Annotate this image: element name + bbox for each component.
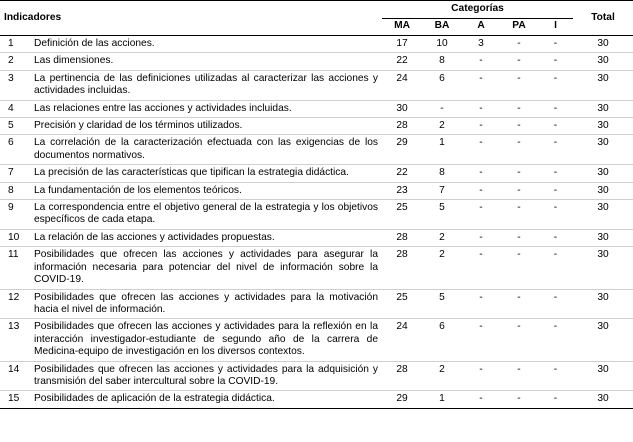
value-a: 3 <box>462 36 500 53</box>
value-pa: - <box>500 182 538 199</box>
table-row <box>0 100 633 117</box>
indicator-text: Precisión y claridad de los términos utilizados. <box>30 118 382 135</box>
value-ba: 5 <box>422 289 462 319</box>
column-header-a: A <box>462 19 500 36</box>
value-a: - <box>462 289 500 319</box>
value-a: - <box>462 361 500 391</box>
value-pa: - <box>500 53 538 70</box>
value-pa: - <box>500 165 538 182</box>
indicator-text: La pertinencia de las definiciones utilizadas al caracterizar las acciones y actividades incluidas. <box>30 70 382 100</box>
value-ba: 5 <box>422 200 462 230</box>
indicator-text: Posibilidades que ofrecen las acciones y actividades para la motivación hacia el nivel de información. <box>30 289 382 319</box>
column-header-ma: MA <box>382 19 422 36</box>
value-total: 30 <box>573 247 633 289</box>
row-number: 2 <box>0 53 30 70</box>
value-total: 30 <box>573 70 633 100</box>
total-header: Total <box>573 1 633 36</box>
value-pa: - <box>500 391 538 408</box>
row-number: 14 <box>0 361 30 391</box>
value-i: - <box>538 36 573 53</box>
value-total: 30 <box>573 361 633 391</box>
value-ma: 30 <box>382 100 422 117</box>
indicator-text: Posibilidades que ofrecen las acciones y actividades para la adquisición y transmisión del saber intercultural sobre la COVID-19. <box>30 361 382 391</box>
indicator-text: Posibilidades de aplicación de la estrategia didáctica. <box>30 391 382 408</box>
row-number: 3 <box>0 70 30 100</box>
value-ba: 8 <box>422 53 462 70</box>
value-ba: 1 <box>422 135 462 165</box>
value-a: - <box>462 247 500 289</box>
value-a: - <box>462 70 500 100</box>
value-a: - <box>462 118 500 135</box>
value-ma: 25 <box>382 289 422 319</box>
value-total: 30 <box>573 36 633 53</box>
value-ma: 25 <box>382 200 422 230</box>
row-number: 9 <box>0 200 30 230</box>
table-row <box>0 36 633 53</box>
row-number: 1 <box>0 36 30 53</box>
table-row <box>0 391 633 408</box>
value-ma: 28 <box>382 229 422 246</box>
table-row <box>0 182 633 199</box>
column-header-i: I <box>538 19 573 36</box>
value-ma: 29 <box>382 135 422 165</box>
table-row <box>0 135 633 165</box>
value-ba: 2 <box>422 361 462 391</box>
table-body <box>0 36 633 409</box>
value-ma: 28 <box>382 247 422 289</box>
indicator-text: Definición de las acciones. <box>30 36 382 53</box>
indicator-text: La correspondencia entre el objetivo general de la estrategia y los objetivos específicos de cada etapa. <box>30 200 382 230</box>
row-number: 11 <box>0 247 30 289</box>
value-total: 30 <box>573 182 633 199</box>
row-number: 6 <box>0 135 30 165</box>
value-a: - <box>462 100 500 117</box>
indicators-header: Indicadores <box>0 1 382 36</box>
value-pa: - <box>500 361 538 391</box>
table-row <box>0 289 633 319</box>
value-a: - <box>462 165 500 182</box>
value-i: - <box>538 247 573 289</box>
row-number: 13 <box>0 319 30 361</box>
table-row <box>0 319 633 361</box>
value-total: 30 <box>573 53 633 70</box>
value-i: - <box>538 182 573 199</box>
value-total: 30 <box>573 391 633 408</box>
value-ba: 8 <box>422 165 462 182</box>
table-row <box>0 361 633 391</box>
value-i: - <box>538 135 573 165</box>
value-total: 30 <box>573 165 633 182</box>
indicator-text: Posibilidades que ofrecen las acciones y actividades para asegurar la información necesaria para potenciar del nivel de información sobre la COVID-19. <box>30 247 382 289</box>
table-row <box>0 229 633 246</box>
value-ma: 22 <box>382 165 422 182</box>
value-pa: - <box>500 229 538 246</box>
row-number: 5 <box>0 118 30 135</box>
value-ba: 7 <box>422 182 462 199</box>
value-ma: 17 <box>382 36 422 53</box>
value-ba: 2 <box>422 229 462 246</box>
value-a: - <box>462 229 500 246</box>
value-pa: - <box>500 200 538 230</box>
value-ma: 22 <box>382 53 422 70</box>
table-row <box>0 200 633 230</box>
value-a: - <box>462 135 500 165</box>
value-a: - <box>462 200 500 230</box>
column-header-pa: PA <box>500 19 538 36</box>
value-pa: - <box>500 100 538 117</box>
value-i: - <box>538 53 573 70</box>
table-row <box>0 70 633 100</box>
column-header-ba: BA <box>422 19 462 36</box>
value-a: - <box>462 319 500 361</box>
value-ma: 28 <box>382 361 422 391</box>
table-row <box>0 247 633 289</box>
indicator-text: La precisión de las características que tipifican la estrategia didáctica. <box>30 165 382 182</box>
indicator-text: Las relaciones entre las acciones y actividades incluidas. <box>30 100 382 117</box>
value-ba: 2 <box>422 247 462 289</box>
value-i: - <box>538 165 573 182</box>
value-total: 30 <box>573 200 633 230</box>
indicator-text: La fundamentación de los elementos teóricos. <box>30 182 382 199</box>
table-row <box>0 53 633 70</box>
row-number: 10 <box>0 229 30 246</box>
value-ma: 24 <box>382 319 422 361</box>
value-i: - <box>538 361 573 391</box>
value-i: - <box>538 391 573 408</box>
value-pa: - <box>500 319 538 361</box>
value-pa: - <box>500 135 538 165</box>
value-ba: 6 <box>422 70 462 100</box>
value-total: 30 <box>573 229 633 246</box>
value-ba: 1 <box>422 391 462 408</box>
table-row <box>0 165 633 182</box>
row-number: 8 <box>0 182 30 199</box>
row-number: 12 <box>0 289 30 319</box>
value-pa: - <box>500 118 538 135</box>
value-i: - <box>538 70 573 100</box>
value-pa: - <box>500 70 538 100</box>
categories-header: Categorías <box>451 3 504 15</box>
value-ma: 29 <box>382 391 422 408</box>
value-i: - <box>538 200 573 230</box>
value-i: - <box>538 319 573 361</box>
value-ba: 10 <box>422 36 462 53</box>
value-i: - <box>538 100 573 117</box>
value-pa: - <box>500 247 538 289</box>
value-i: - <box>538 229 573 246</box>
value-ma: 24 <box>382 70 422 100</box>
row-number: 15 <box>0 391 30 408</box>
value-ma: 28 <box>382 118 422 135</box>
indicator-text: La correlación de la caracterización efectuada con las exigencias de los documentos normativos. <box>30 135 382 165</box>
value-ba: - <box>422 100 462 117</box>
value-a: - <box>462 182 500 199</box>
value-ba: 2 <box>422 118 462 135</box>
value-pa: - <box>500 289 538 319</box>
row-number: 7 <box>0 165 30 182</box>
value-a: - <box>462 391 500 408</box>
value-total: 30 <box>573 100 633 117</box>
value-total: 30 <box>573 289 633 319</box>
value-ba: 6 <box>422 319 462 361</box>
indicator-text: La relación de las acciones y actividades propuestas. <box>30 229 382 246</box>
table-row <box>0 118 633 135</box>
indicator-text: Posibilidades que ofrecen las acciones y actividades para la reflexión en la interacción investigador-estudiante de segundo año de la carrera de Medicina-equipo de investigación en los diversos contextos. <box>30 319 382 361</box>
row-number: 4 <box>0 100 30 117</box>
value-ma: 23 <box>382 182 422 199</box>
value-pa: - <box>500 36 538 53</box>
value-i: - <box>538 289 573 319</box>
value-i: - <box>538 118 573 135</box>
indicator-text: Las dimensiones. <box>30 53 382 70</box>
value-total: 30 <box>573 135 633 165</box>
value-a: - <box>462 53 500 70</box>
value-total: 30 <box>573 118 633 135</box>
value-total: 30 <box>573 319 633 361</box>
